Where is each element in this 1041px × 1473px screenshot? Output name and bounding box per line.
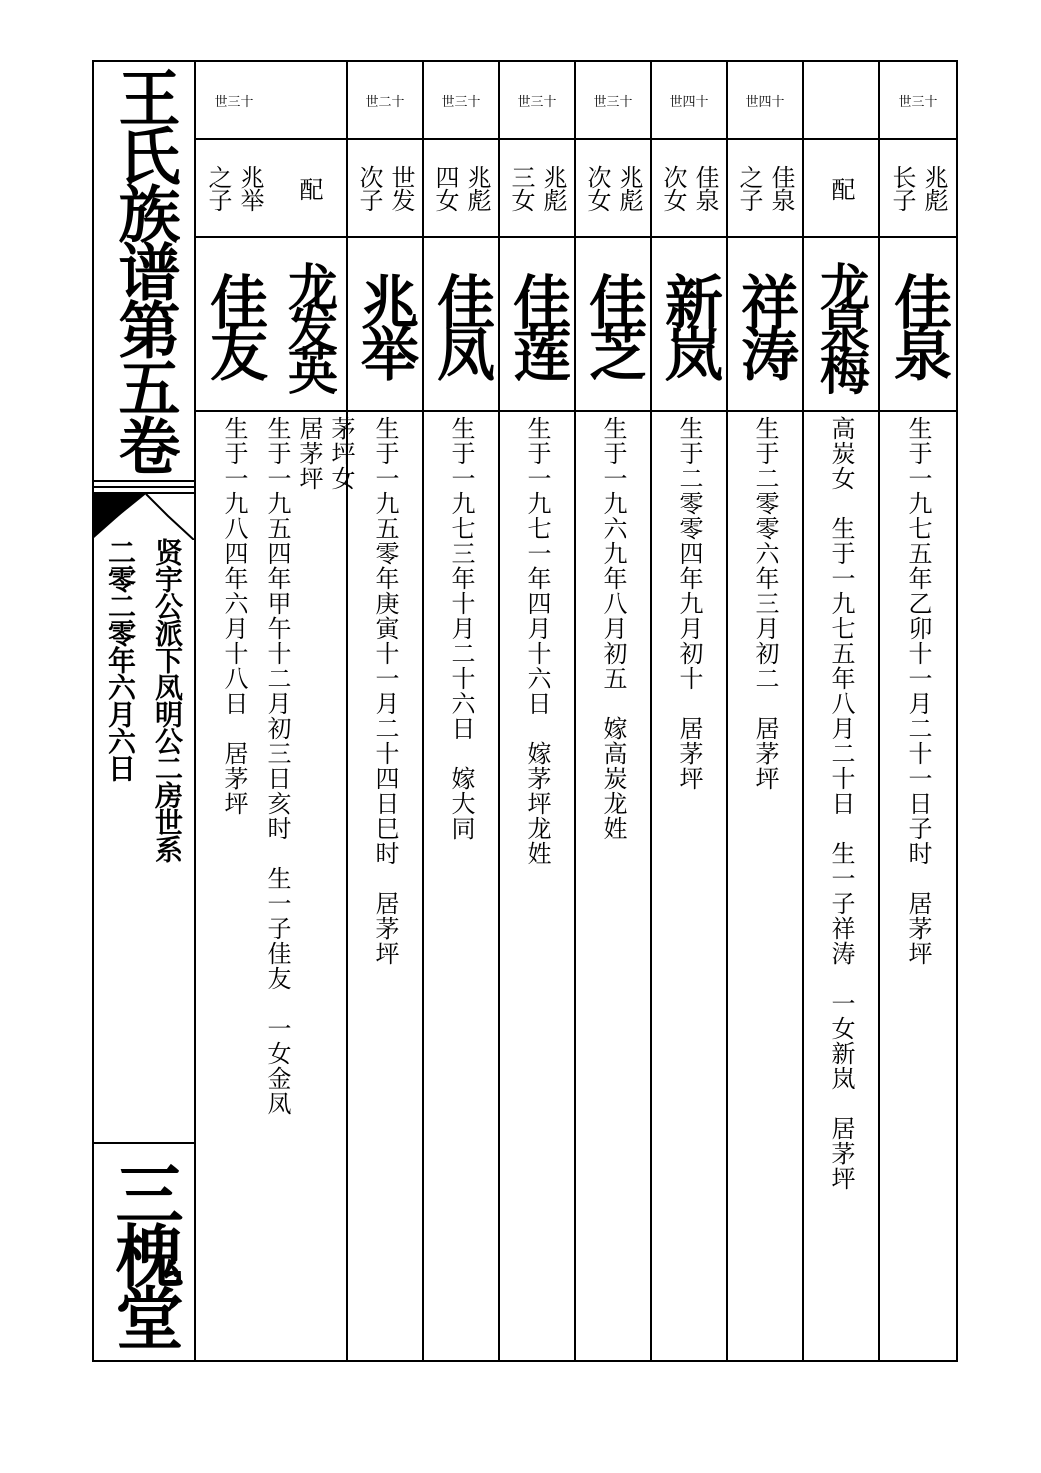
fishtail-ornament-icon	[94, 492, 194, 540]
relation-cell	[652, 140, 726, 238]
relation-cell	[576, 140, 650, 238]
relation-cell	[272, 140, 346, 238]
branch-title	[142, 538, 192, 958]
generation-label: 世三十	[576, 62, 650, 140]
name-cell	[196, 238, 272, 412]
bio-cell	[652, 416, 726, 1356]
relation-text: 配	[827, 176, 855, 200]
relation-text: 配	[295, 176, 323, 200]
generation-label: 世三十	[880, 62, 956, 140]
person-name: 新岚	[655, 272, 723, 376]
bio-text: 生于一九七五年乙卯十一月二十一日子时 居茅坪	[904, 416, 932, 966]
person-name: 兆举	[351, 272, 419, 376]
bio-cell	[728, 416, 802, 1356]
name-cell	[880, 238, 956, 412]
generation-label: 世二十	[348, 62, 422, 140]
relation-text: 世发 次子	[355, 165, 415, 211]
name-cell	[652, 238, 726, 412]
relation-text: 兆彪 四女	[431, 165, 491, 211]
relation-cell	[728, 140, 802, 238]
entry-column	[348, 62, 424, 1360]
bio-cell	[196, 416, 272, 1356]
generation-label: 世四十	[652, 62, 726, 140]
bio-cell	[424, 416, 498, 1356]
person-name: 佳莲	[503, 272, 571, 376]
name-cell	[348, 238, 422, 412]
bio-text: 生于一九五零年庚寅十一月二十四日巳时 居茅坪	[371, 416, 399, 966]
entry-column	[500, 62, 576, 1360]
relation-cell	[804, 140, 878, 238]
bio-text: 生于一九七一年四月十六日 嫁茅坪龙姓	[523, 416, 551, 866]
name-cell	[500, 238, 574, 412]
person-name: 佳友	[200, 272, 268, 376]
relation-text: 兆彪 长子	[888, 165, 948, 211]
title-panel	[94, 62, 196, 1360]
entry-column	[424, 62, 500, 1360]
relation-text: 佳泉 次女	[659, 165, 719, 211]
entry-column	[880, 62, 956, 1360]
person-name: 龙发英	[280, 261, 339, 387]
name-cell	[576, 238, 650, 412]
bio-cell	[804, 416, 878, 1356]
generation-label: 世三十	[424, 62, 498, 140]
person-name: 佳芝	[579, 272, 647, 376]
name-cell	[424, 238, 498, 412]
bio-text: 生于二零零四年九月初十 居茅坪	[675, 416, 703, 791]
relation-text: 兆举 之子	[204, 165, 264, 211]
bio-text: 高炭女 生于一九七五年八月二十日 生一子祥涛 一女新岚 居茅坪	[827, 416, 855, 1191]
hall-name-text: 三槐堂	[104, 1159, 184, 1345]
bio-cell	[880, 416, 956, 1356]
entry-column	[804, 62, 880, 1360]
person-name: 祥涛	[731, 272, 799, 376]
relation-cell	[880, 140, 956, 238]
name-cell	[728, 238, 802, 412]
generation-label: 世三十	[196, 62, 272, 140]
entry-column	[652, 62, 728, 1360]
book-title	[94, 62, 194, 488]
name-cell	[272, 238, 346, 412]
relation-text: 兆彪 次女	[583, 165, 643, 211]
entry-column	[196, 62, 272, 1360]
bio-cell	[500, 416, 574, 1356]
generation-label: 世三十	[500, 62, 574, 140]
bio-cell	[576, 416, 650, 1356]
name-cell	[804, 238, 878, 412]
bio-text: 生于一九八四年六月十八日 居茅坪	[220, 416, 248, 816]
relation-cell	[500, 140, 574, 238]
relation-cell	[424, 140, 498, 238]
relation-text: 兆彪 三女	[507, 165, 567, 211]
bio-text: 生于二零零六年三月初二 居茅坪	[751, 416, 779, 791]
compile-date-text: 二零二零年六月六日	[104, 538, 137, 781]
title-divider	[94, 480, 194, 482]
bio-cell	[263, 416, 355, 1356]
entry-column	[728, 62, 804, 1360]
relation-cell	[196, 140, 272, 238]
compile-date	[96, 538, 144, 898]
bio-text: 生于一九七三年十月二十六日 嫁大同	[447, 416, 475, 841]
generation-label	[804, 62, 878, 140]
person-name: 佳泉	[884, 272, 952, 376]
generation-label: 世四十	[728, 62, 802, 140]
relation-text: 佳泉 之子	[735, 165, 795, 211]
entry-column	[576, 62, 652, 1360]
bio-cell	[348, 416, 422, 1356]
title-divider	[94, 486, 194, 488]
relation-cell	[348, 140, 422, 238]
genealogy-page	[92, 60, 958, 1362]
bio-text: 生于一九六九年八月初五 嫁高炭龙姓	[599, 416, 627, 841]
book-title-text: 王氏族谱第五卷	[108, 66, 181, 472]
entry-column	[263, 62, 355, 1360]
person-name: 佳凤	[427, 272, 495, 376]
person-name: 龙泉梅	[812, 261, 871, 387]
generation-label	[272, 62, 346, 140]
branch-title-text: 贤宇公派下凤明公二房世系	[151, 538, 184, 862]
bio-text: 茅坪女 居茅坪 生于一九五四年甲午十二月初三日亥时 生一子佳友 一女金凤	[263, 416, 355, 1116]
hall-name	[94, 1144, 194, 1360]
